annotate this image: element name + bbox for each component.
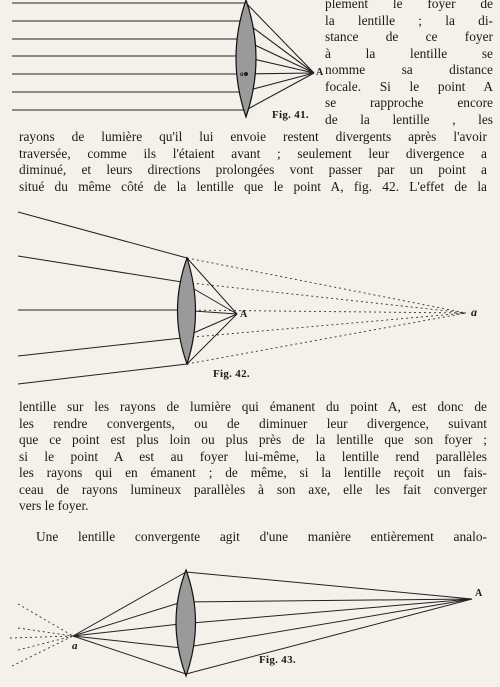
text-line: Une lentille convergente agit d'une manière entièrement analo- [36, 529, 487, 544]
fig43-right-label: A [475, 588, 483, 599]
paragraph-c [36, 529, 487, 546]
text-line: ceau de rayons lumineux parallèles à son axe, elle les fait converger [19, 481, 487, 497]
text-line: à la lentille se [325, 45, 493, 61]
fig42-prolonged-rays [179, 258, 466, 364]
figure-42-diagram [0, 206, 500, 386]
figure-41-diagram [0, 0, 330, 122]
fig41-point-label: A [316, 67, 324, 78]
fig43-left-label: a [72, 640, 78, 652]
text-line: focale. Si le point A [325, 78, 493, 94]
text-line: de la lentille , les [325, 111, 493, 127]
fig41-rays [12, 3, 314, 110]
text-line: vers le foyer. [19, 498, 89, 513]
fig43-lens [176, 570, 196, 676]
fig43-prolonged-rays [10, 604, 73, 666]
text-line: les rendre convergents, ou de diminuer leur divergence, suivant [19, 415, 487, 431]
text-line: diminué, et leurs directions prolongées vont passer par un point a [19, 162, 487, 177]
fig42-far-label: a [471, 305, 477, 319]
text-line: que ce point est plus loin ou plus près de la lentille que son foyer ; [19, 432, 487, 447]
text-line: stance de ce foyer [325, 29, 493, 44]
fig42-incident-rays [18, 212, 187, 384]
text-line: nomme sa distance [325, 62, 493, 77]
fig41-lens [236, 0, 256, 117]
text-line: situé du même côté de la lentille que le point A, fig. 42. L'effet de la [19, 178, 487, 194]
fig41-caption: Fig. 41. [272, 109, 309, 121]
text-line: lentille sur les rayons de lumière qui émanent du point A, est donc de [19, 399, 487, 414]
side-paragraph [325, 0, 493, 128]
paragraph-a [19, 129, 487, 195]
text-line: plement le foyer de [325, 0, 493, 11]
text-line: les rayons qui en émanent ; de même, si la lentille reçoit un fais- [19, 465, 487, 480]
fig42-caption: Fig. 42. [213, 368, 250, 380]
text-line: se rapproche encore [325, 95, 493, 110]
fig42-point-label: A [240, 309, 248, 320]
text-line: rayons de lumière qu'il lui envoie restent divergents après l'avoir [19, 129, 487, 144]
figure-43-diagram [0, 564, 500, 687]
paragraph-b [19, 399, 487, 515]
text-line: la lentille ; la di- [325, 12, 493, 28]
fig42-lens [178, 258, 196, 364]
fig41-center-label: o [240, 70, 244, 78]
text-line: si le point A est au foyer lui-même, la lentille rend parallèles [19, 448, 487, 464]
fig43-caption: Fig. 43. [259, 654, 296, 666]
text-line: traversée, comme ils l'étaient avant ; seulement leur divergence a [19, 145, 487, 161]
